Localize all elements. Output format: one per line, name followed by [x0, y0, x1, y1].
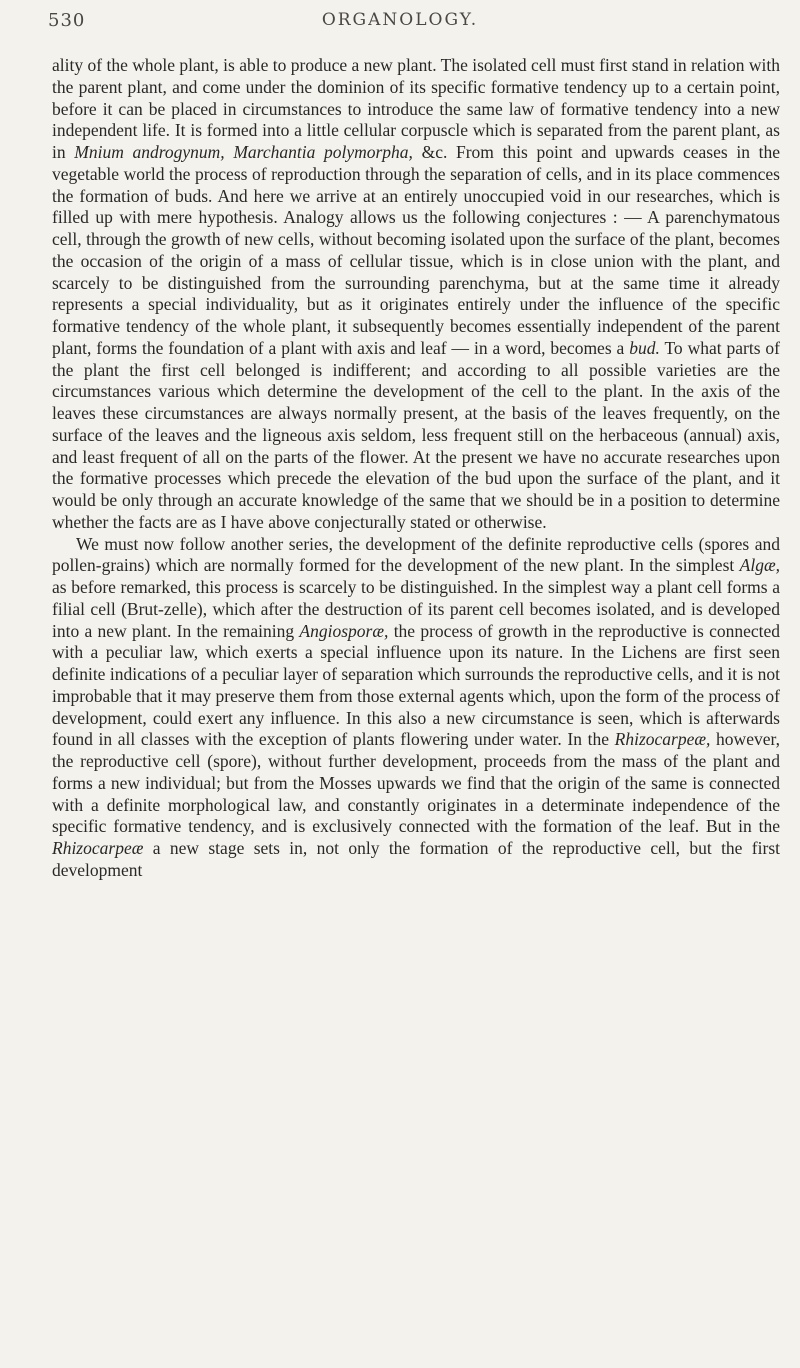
- text-run: &c. From this point and upwards ceases in the vegetable world the process of reproduction through the separation of cells, and in its place commences the formation of buds. And here we arrive at an entirely unoccupied void in our researches, which is filled up with mere hypothesis. Analogy allows us the following conjectures : — A parenchymatous cell, through the growth of new cells, without becoming isolated upon the surface of the plant, becomes the occasion of the origin of a mass of cellular tissue, which is in close union with the plant, and scarcely to be distinguished from the surrounding parenchyma, but at the same time it already represents a special individuality, but as it originates entirely under the influence of the specific formative tendency of the whole plant, it subsequently becomes essentially independent of the parent plant, forms the foundation of a plant with axis and leaf — in a word, becomes a: [52, 142, 780, 358]
- italic-text: Algæ,: [739, 555, 780, 576]
- italic-text: Rhizocarpeæ: [52, 838, 144, 858]
- text-run: however, the reproductive cell (spore), without further development, proceeds from the mass of the plant and forms a new individual; but from the Mosses upwards we find that the origin of the same is connected with a definite morphological law, and constantly originates in a determinate independence of the specific formative tendency, and is exclusively connected with the formation of the leaf. But in the: [52, 729, 780, 837]
- text-body: [52, 55, 780, 882]
- text-run: We must now follow another series, the development of the definite reproductive cells (spores and pollen-grains) which are normally formed for the development of the new plant. In the simplest: [52, 533, 780, 576]
- text-run: the process of growth in the reproductive is connected with a peculiar law, which exerts a special influence upon its nature. In the Lichens are first seen definite indications of a peculiar layer of separation which surrounds the reproductive cells, and it is not improbable that it may preserve them from those external agents which, upon the form of the process of development, could exert any influence. In this also a new circumstance is seen, which is afterwards found in all classes with the exception of plants flowering under water. In the: [52, 620, 781, 750]
- italic-text: bud.: [629, 337, 660, 358]
- italic-text: Angiosporæ,: [299, 620, 389, 641]
- italic-text: Rhizocarpeæ,: [614, 729, 711, 750]
- italic-text: Mnium androgynum, Marchantia polymorpha,: [74, 142, 413, 162]
- page-number: 530: [48, 10, 86, 31]
- text-run: a new stage sets in, not only the formation of the reproductive cell, but the first development: [52, 838, 780, 880]
- paragraph: [52, 534, 780, 882]
- text-run: To what parts of the plant the first cell belonged is indifferent; and according to all possible varieties are the circumstances various which determine the development of the cell to the plant. In the axis of the leaves these circumstances are always normally present, at the basis of the leaves frequently, on the surface of the leaves and the ligneous axis seldom, less frequent still on the herbaceous (annual) axis, and least frequent of all on the parts of the flower. At the present we have no accurate researches upon the formative processes which precede the elevation of the bud upon the surface of the plant, and it would be only through an accurate knowledge of the same that we should be in a position to determine whether the facts are as I have above conjecturally stated or otherwise.: [52, 337, 781, 532]
- page-header: [0, 10, 800, 42]
- paragraph: [52, 55, 780, 534]
- running-title: ORGANOLOGY.: [321, 10, 479, 30]
- text-run: as before remarked, this process is scarcely to be distinguished. In the simplest way a plant cell forms a filial cell (Brut-zelle), which after the destruction of its parent cell becomes isolated, and is developed into a new plant. In the remaining: [52, 577, 780, 641]
- text-run: ality of the whole plant, is able to produce a new plant. The isolated cell must first stand in relation with the parent plant, and come under the dominion of its specific formative tendency up to a certain point, before it can be placed in circumstances to introduce the same law of formative tendency into a new independent life. It is formed into a little cellular corpuscle which is separated from the parent plant, as in: [52, 55, 780, 162]
